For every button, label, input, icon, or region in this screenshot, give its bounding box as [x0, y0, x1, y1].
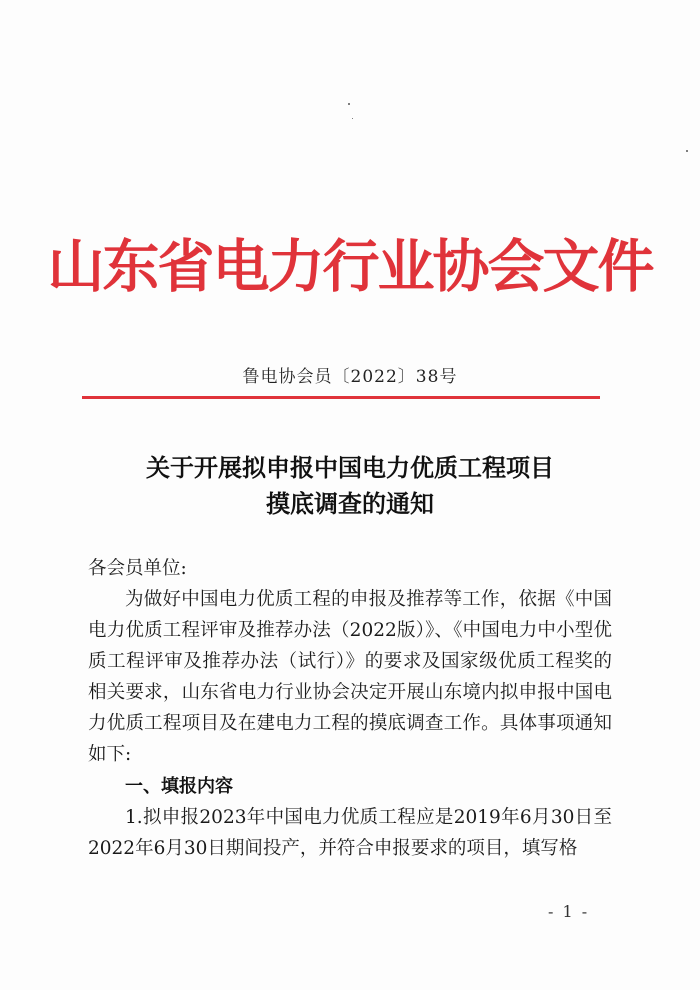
notice-title-line-2: 摸底调查的通知	[266, 489, 434, 518]
body-paragraph-2: 1.拟申报2023年中国电力优质工程应是2019年6月30日至2022年6月30日期间投产，并符合申报要求的项目，填写格	[88, 807, 612, 859]
scan-speck	[686, 150, 688, 152]
salutation: 各会员单位:	[88, 558, 187, 579]
page-number: - 1 -	[548, 902, 590, 921]
document-number: 鲁电协会员〔2022〕38号	[242, 367, 458, 387]
section-heading-1: 一、填报内容	[125, 776, 233, 797]
header-divider-line	[82, 396, 600, 399]
scan-speck	[348, 103, 350, 105]
document-header-title: 山东省电力行业协会文件	[47, 234, 653, 300]
scan-speck	[352, 118, 353, 119]
notice-title-line-1: 关于开展拟申报中国电力优质工程项目	[146, 453, 554, 482]
notice-title	[0, 450, 700, 522]
body-paragraph-1: 为做好中国电力优质工程的申报及推荐等工作，依据《中国电力优质工程评审及推荐办法（2022版）》、《中国电力中小型优质工程评审及推荐办法（试行）》的要求及国家级优质工程奖的相关要求，山东省电力行业协会决定开展山东境内拟申报中国电力优质工程项目及在建电力工程的摸底调查工作。具体事项通知如下:	[88, 589, 612, 765]
